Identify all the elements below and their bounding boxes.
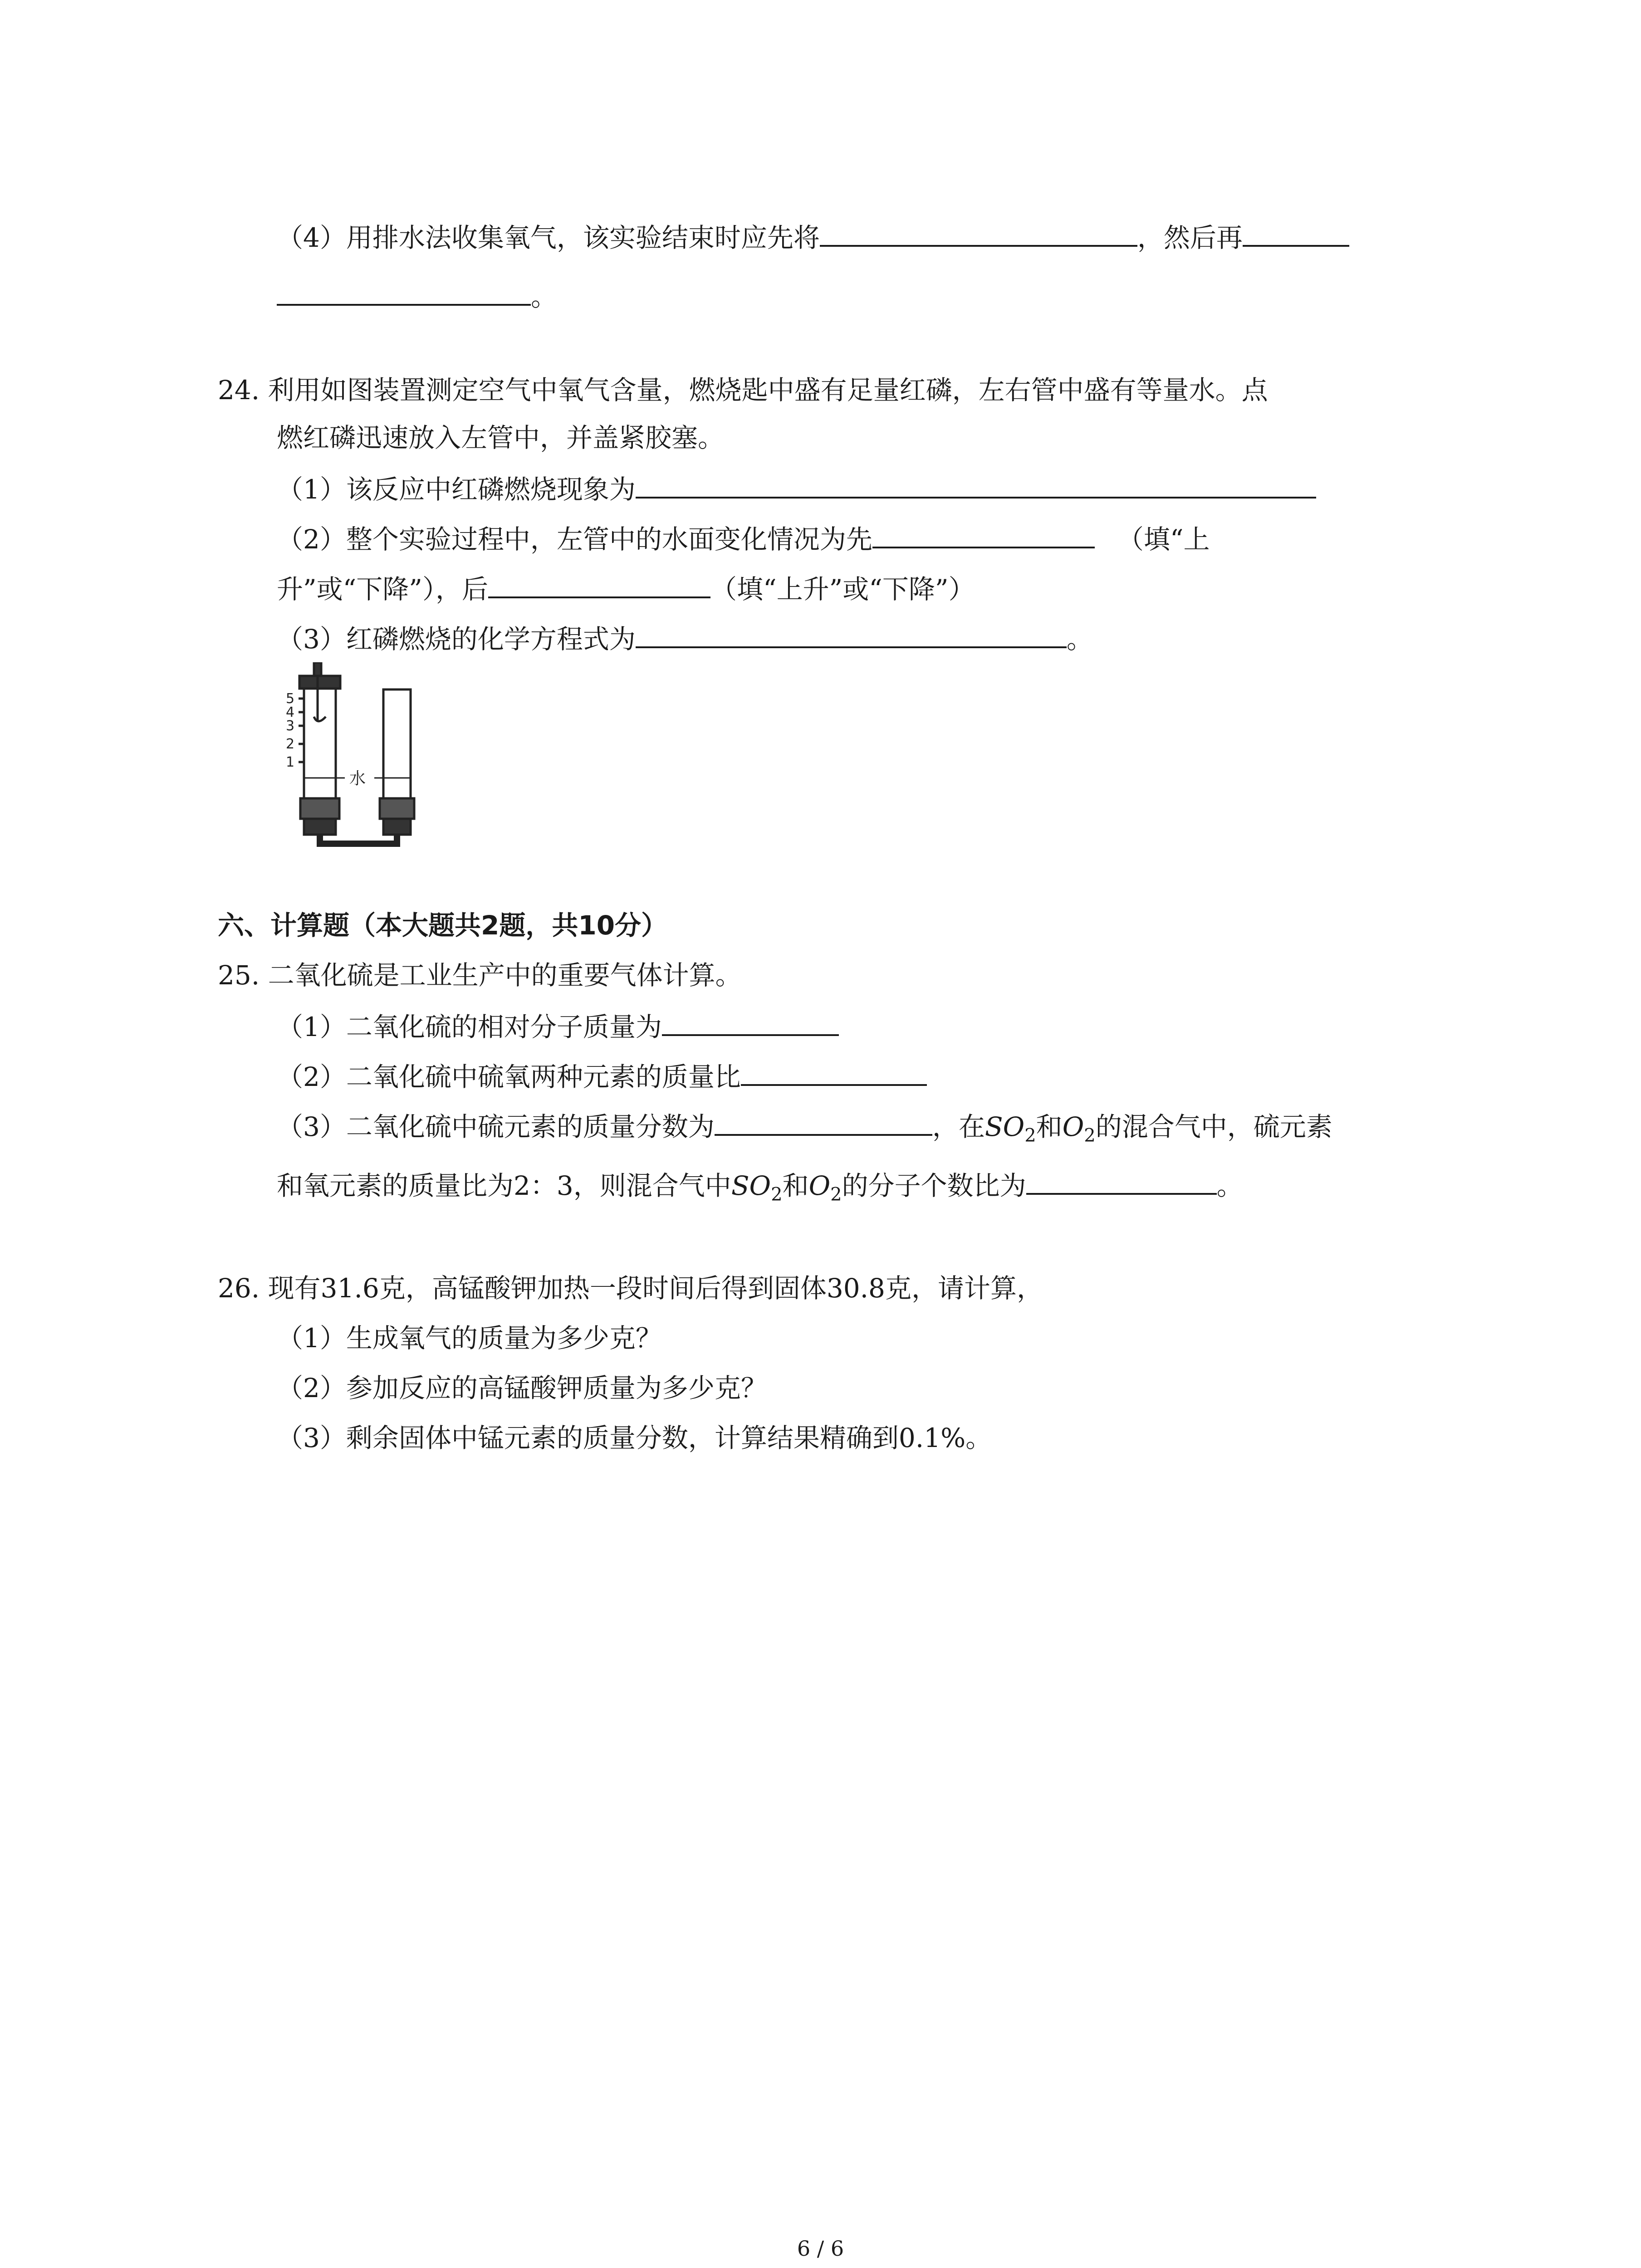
q24-part3: （3）红磷燃烧的化学方程式为 。 <box>277 619 1093 657</box>
q25-stem: 25. 二氧化硫是工业生产中的重要气体计算。 <box>218 960 742 991</box>
answer-blank[interactable] <box>636 469 1316 499</box>
answer-blank[interactable] <box>277 277 531 306</box>
water-label: 水 <box>349 769 366 788</box>
o2-formula: $O_2$ <box>1062 1111 1096 1146</box>
answer-blank[interactable] <box>715 1107 932 1136</box>
u-tube-apparatus-figure <box>272 662 422 853</box>
scale-mark-1: 1 <box>286 754 295 770</box>
scale-mark-5: 5 <box>286 691 295 707</box>
q23-part4-line2: 。 <box>277 277 557 315</box>
page-number: 6 / 6 <box>797 2236 844 2261</box>
q25-part3-line2: 和氧元素的质量比为2：3，则混合气中$SO_2$和$O_2$的分子个数比为 。 <box>277 1166 1243 1213</box>
q24-part1: （1）该反应中红磷燃烧现象为 <box>277 469 1316 508</box>
q26-part3: （3）剩余固体中锰元素的质量分数，计算结果精确到0.1%。 <box>277 1422 992 1453</box>
so2-formula: $SO_2$ <box>731 1170 783 1205</box>
answer-blank[interactable] <box>662 1007 839 1036</box>
scale-mark-4: 4 <box>286 704 295 720</box>
so2-formula: $SO_2$ <box>985 1111 1036 1146</box>
q25-part1: （1）二氧化硫的相对分子质量为 <box>277 1007 839 1045</box>
scale-mark-3: 3 <box>286 718 295 734</box>
answer-blank[interactable] <box>636 619 1067 648</box>
q26-stem: 26. 现有31.6克，高锰酸钾加热一段时间后得到固体30.8克，请计算， <box>218 1273 1043 1304</box>
q24-stem-line1: 24. 利用如图装置测定空气中氧气含量，燃烧匙中盛有足量红磷，左右管中盛有等量水。点 <box>218 375 1268 406</box>
answer-blank[interactable] <box>488 569 710 598</box>
answer-blank[interactable] <box>872 519 1095 548</box>
answer-blank[interactable] <box>1026 1166 1217 1195</box>
q24-part2-line1: （2）整个实验过程中，左管中的水面变化情况为先 （填“上 <box>277 519 1210 557</box>
answer-blank[interactable] <box>1243 218 1349 247</box>
q25-part3-line1: （3）二氧化硫中硫元素的质量分数为 ，在$SO_2$和$O_2$的混合气中，硫元素 <box>277 1107 1332 1154</box>
q26-part1: （1）生成氧气的质量为多少克？ <box>277 1323 662 1354</box>
q25-part2: （2）二氧化硫中硫氧两种元素的质量比 <box>277 1057 927 1095</box>
q24-part2-line2: 升”或“下降”），后 （填“上升”或“下降”） <box>277 569 975 607</box>
answer-blank[interactable] <box>820 218 1137 247</box>
q24-stem-line2: 燃红磷迅速放入左管中，并盖紧胶塞。 <box>277 422 725 453</box>
scale-mark-2: 2 <box>286 736 295 752</box>
q23-part4-line1: （4）用排水法收集氧气，该实验结束时应先将 ，然后再 <box>277 218 1349 256</box>
o2-formula: $O_2$ <box>808 1170 842 1205</box>
section-6-title: 六、计算题（本大题共2题，共10分） <box>218 910 668 941</box>
q26-part2: （2）参加反应的高锰酸钾质量为多少克？ <box>277 1373 767 1403</box>
answer-blank[interactable] <box>741 1057 927 1086</box>
